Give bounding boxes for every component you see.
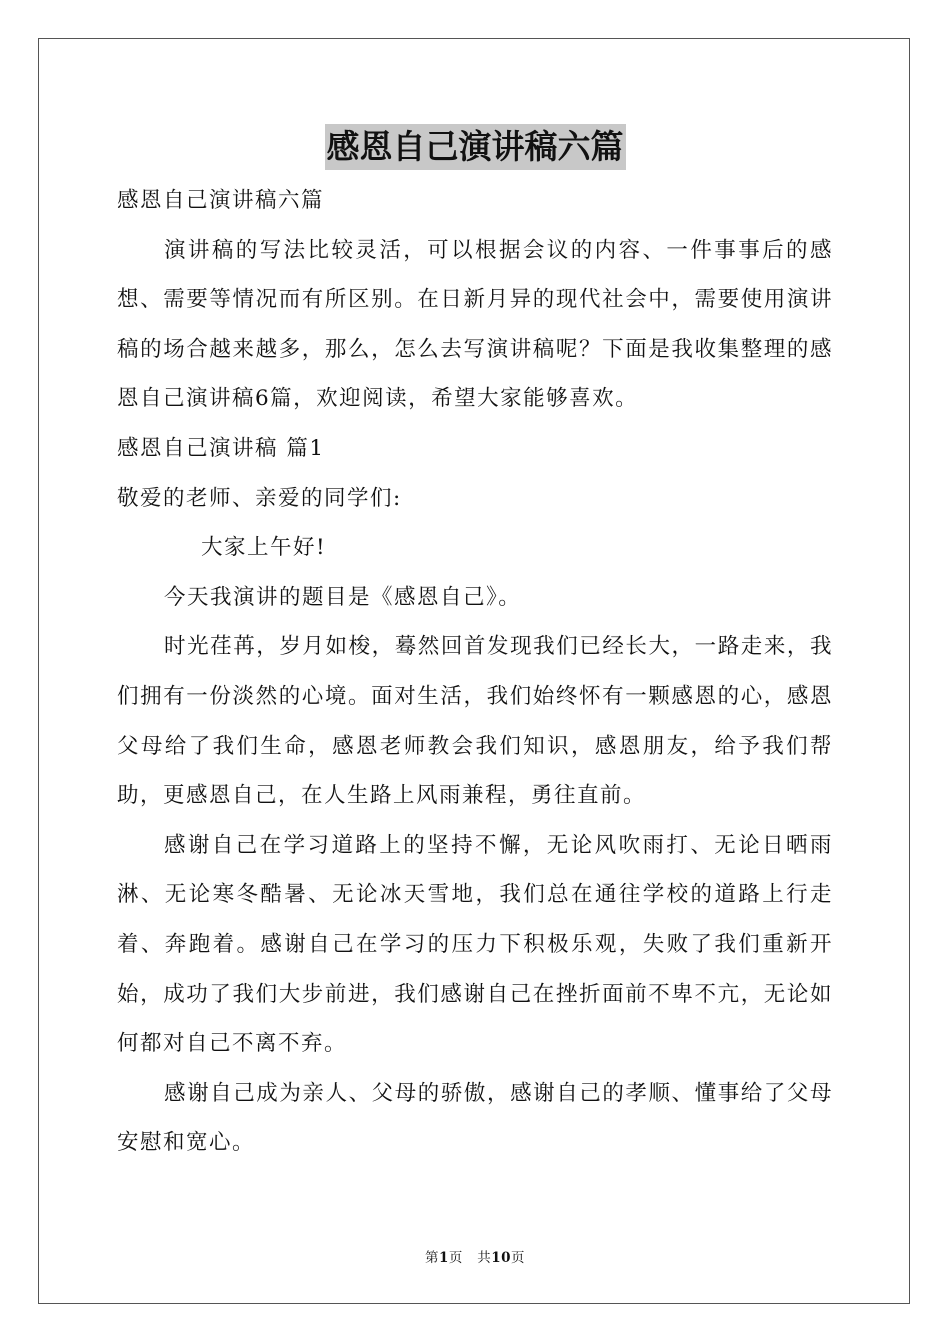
total-suffix: 页 xyxy=(511,1250,526,1266)
total-prefix: 共 xyxy=(477,1250,492,1266)
intro-paragraph: 演讲稿的写法比较灵活，可以根据会议的内容、一件事事后的感想、需要等情况而有所区别。在日新月异的现代社会中，需要使用演讲稿的场合越来越多，那么，怎么去写演讲稿呢？下面是我收集整理的感恩自己演讲稿6篇，欢迎阅读，希望大家能够喜欢。 xyxy=(117,237,833,412)
section-heading: 感恩自己演讲稿 篇1 xyxy=(117,435,325,461)
salutation: 敬爱的老师、亲爱的同学们: xyxy=(117,485,402,511)
body-paragraph: 感谢自己在学习道路上的坚持不懈，无论风吹雨打、无论日晒雨淋、无论寒冬酷暑、无论冰天雪地，我们总在通往学校的道路上行走着、奔跑着。感谢自己在学习的压力下积极乐观，失败了我们重新开始，成功了我们大步前进，我们感谢自己在挫折面前不卑不亢，无论如何都对自己不离不弃。 xyxy=(117,832,833,1057)
document-title: 感恩自己演讲稿六篇 xyxy=(325,124,626,170)
document-body xyxy=(117,176,833,1168)
page-prefix: 第 xyxy=(424,1250,439,1266)
speech-topic: 今天我演讲的题目是《感恩自己》。 xyxy=(164,584,522,610)
subtitle-line: 感恩自己演讲稿六篇 xyxy=(117,188,325,213)
body-paragraph: 感谢自己成为亲人、父母的骄傲，感谢自己的孝顺、懂事给了父母安慰和宽心。 xyxy=(117,1080,833,1156)
title-container xyxy=(0,124,950,170)
total-pages: 10 xyxy=(491,1250,512,1266)
body-paragraph: 时光荏苒，岁月如梭，蓦然回首发现我们已经长大，一路走来，我们拥有一份淡然的心境。面对生活，我们始终怀有一颗感恩的心，感恩父母给了我们生命，感恩老师教会我们知识，感恩朋友，给予我们帮助，更感恩自己，在人生路上风雨兼程，勇往直前。 xyxy=(117,634,833,809)
page-suffix: 页 xyxy=(448,1250,463,1266)
page-footer xyxy=(0,1246,950,1266)
greeting: 大家上午好! xyxy=(201,535,327,561)
page-number: 1 xyxy=(438,1250,449,1266)
